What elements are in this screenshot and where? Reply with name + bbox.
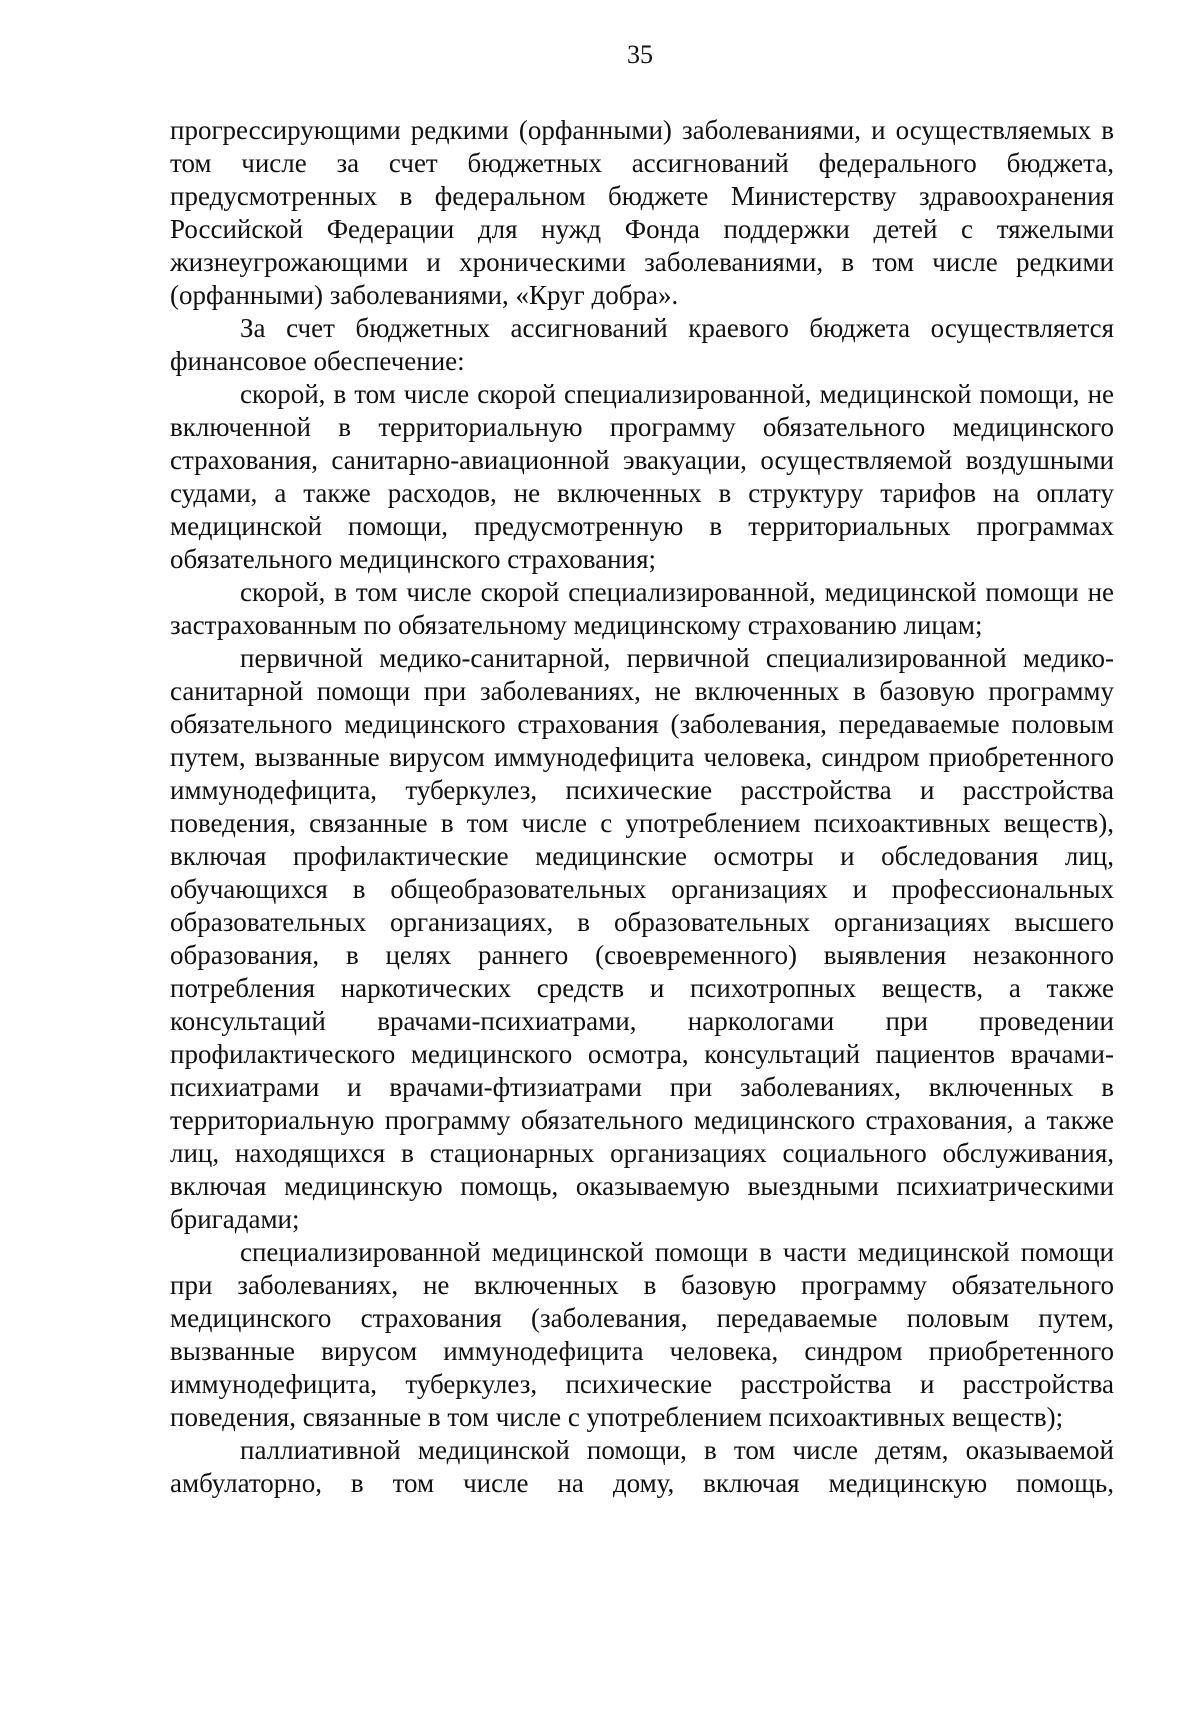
paragraph-specialized-care: специализированной медицинской помощи в части медицинской помощи при заболеваниях, не включенных в базовую программу обязательного медицинского страхования (заболевания, передаваемые половым путем, вызванные вирусом иммунодефицита человека, синдром приобретенного иммунодефицита, туберкулез, психические расстройства и расстройства поведения, связанные в том числе с употреблением психоактивных веществ); [170, 1237, 1114, 1432]
paragraph-emergency-care: скорой, в том числе скорой специализированной, медицинской помощи, не включенной в территориальную программу обязательного медицинского страхования, санитарно-авиационной эвакуации, осуществляемой воздушными судами, а также расходов, не включенных в структуру тарифов на оплату медицинской помощи, предусмотренную в территориальных программах обязательного медицинского страхования; [170, 379, 1114, 574]
paragraph-palliative-care: паллиативной медицинской помощи, в том числе детям, оказываемой амбулаторно, в том числе на дому, включая медицинскую помощь, [170, 1435, 1114, 1498]
page-number: 35 [627, 40, 653, 69]
paragraph-primary-care: первичной медико-санитарной, первичной специализированной медико-санитарной помощи при заболеваниях, не включенных в базовую программу обязательного медицинского страхования (заболевания, передаваемые половым путем, вызванные вирусом иммунодефицита человека, синдром приобретенного иммунодефицита, туберкулез, психические расстройства и расстройства поведения, связанные в том числе с употреблением психоактивных веществ), включая профилактические медицинские осмотры и обследования лиц, обучающихся в общеобразовательных организациях и профессиональных образовательных организациях, в образовательных организациях высшего образования, в целях раннего (своевременного) выявления незаконного потребления наркотических средств и психотропных веществ, а также консультаций врачами-психиатрами, наркологами при проведении профилактического медицинского осмотра, консультаций пациентов врачами-психиатрами и врачами-фтизиатрами при заболеваниях, включенных в территориальную программу обязательного медицинского страхования, а также лиц, находящихся в стационарных организациях социального обслуживания, включая медицинскую помощь, оказываемую выездными психиатрическими бригадами; [170, 643, 1114, 1234]
paragraph-continuation: прогрессирующими редкими (орфанными) заболеваниями, и осуществляемых в том числе за счет бюджетных ассигнований федерального бюджета, предусмотренных в федеральном бюджете Министерству здравоохранения Российской Федерации для нужд Фонда поддержки детей с тяжелыми жизнеугрожающими и хроническими заболеваниями, в том числе редкими (орфанными) заболеваниями, «Круг добра». [170, 115, 1114, 310]
paragraph-funding-intro: За счет бюджетных ассигнований краевого бюджета осуществляется финансовое обеспечение: [170, 313, 1114, 376]
document-body [170, 114, 1114, 1500]
paragraph-emergency-care-uninsured: скорой, в том числе скорой специализированной, медицинской помощи не застрахованным по обязательному медицинскому страхованию лицам; [170, 577, 1114, 640]
